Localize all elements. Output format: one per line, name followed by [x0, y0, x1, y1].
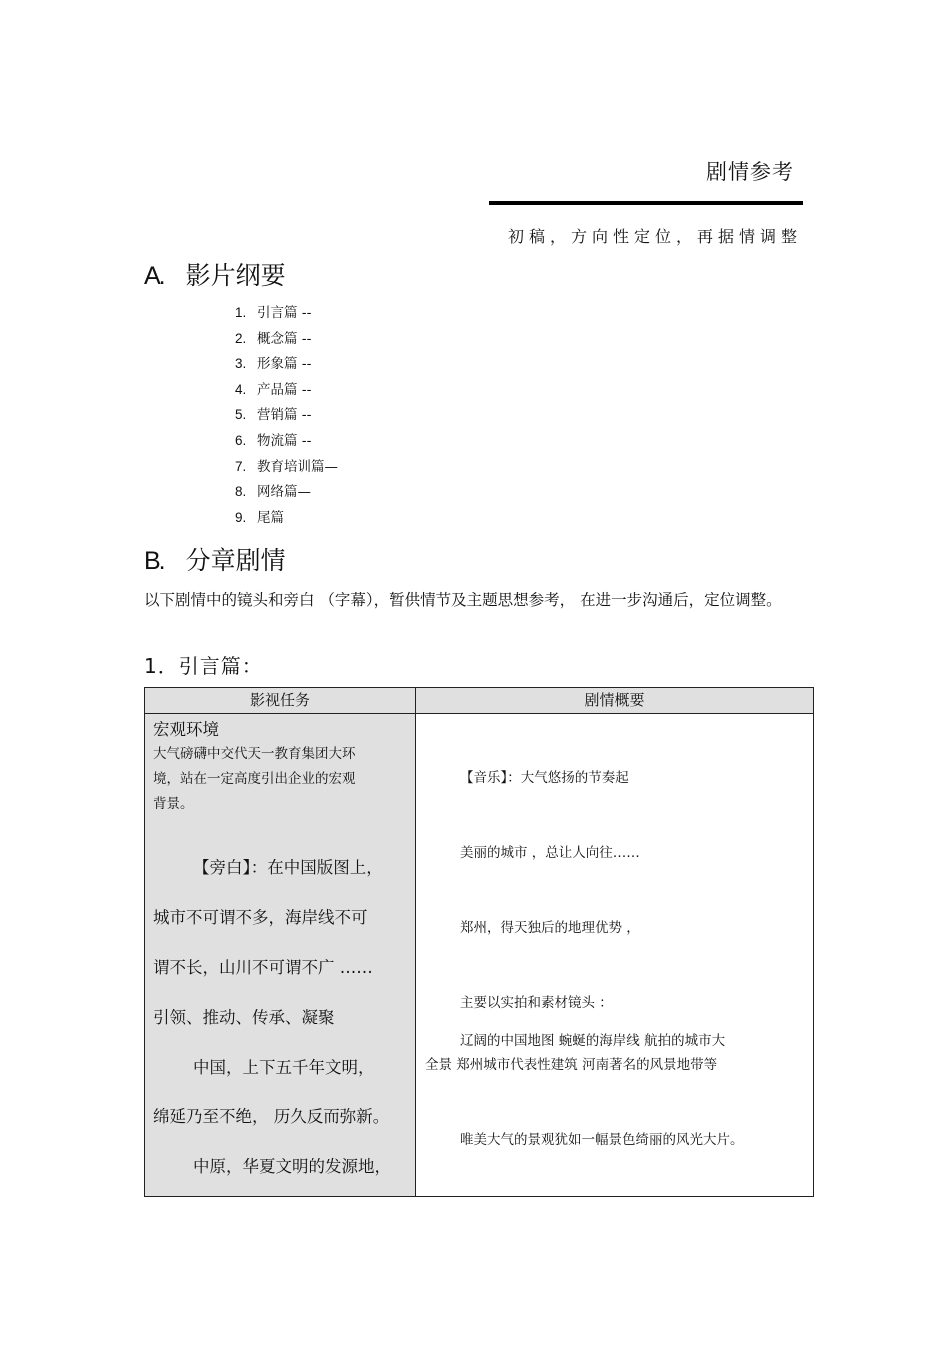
plot-line: 美丽的城市 ，总让人向往……	[460, 845, 640, 861]
header-rule	[489, 201, 803, 205]
list-item-label: 引言篇 --	[257, 305, 312, 321]
list-item-number: 3.	[235, 356, 247, 372]
narration-line: 【旁白】：在中国版图上，	[193, 858, 383, 877]
list-item-number: 7.	[235, 458, 247, 474]
page-title: 剧情参考	[706, 160, 794, 184]
list-item-number: 2.	[235, 330, 247, 346]
list-item-label: 物流篇 --	[257, 432, 312, 449]
list-item	[235, 505, 338, 531]
list-item	[235, 326, 338, 352]
list-item-label: 教育培训篇—	[257, 458, 338, 475]
shots-line: 辽阔的中国地图 蜿蜒的海岸线 航拍的城市大	[460, 1033, 726, 1049]
list-item	[235, 351, 338, 377]
page-subtitle: 初稿，方向性定位，再据情调整	[507, 227, 802, 246]
task-desc-line: 大气磅礴中交代天一教育集团大环	[153, 746, 356, 762]
section-b-letter: B.	[144, 547, 164, 575]
task-desc-line: 境，站在一定高度引出企业的宏观	[153, 771, 356, 787]
section-a-title: 影片纲要	[185, 261, 286, 290]
list-item	[235, 300, 338, 326]
chapter-1-table	[144, 687, 814, 1197]
section-a-heading	[144, 256, 286, 292]
list-item	[235, 402, 338, 428]
section-b-heading	[144, 541, 286, 577]
narration-line: 中原，华夏文明的发源地，	[193, 1157, 391, 1176]
section-b-title: 分章剧情	[185, 546, 286, 575]
list-item-label: 营销篇 --	[257, 407, 312, 424]
narration-line: 城市不可谓不多，海岸线不可	[153, 908, 368, 927]
shots-intro: 主要以实拍和素材镜头 ：	[460, 995, 613, 1011]
list-item-number: 9.	[235, 509, 247, 525]
narration-line: 中国，上下五千年文明，	[193, 1058, 375, 1077]
shots-line: 全景 郑州城市代表性建筑 河南著名的风景地带等	[425, 1057, 718, 1073]
column-header-task: 影视任务	[145, 688, 416, 714]
closing-line: 唯美大气的景观犹如一幅景色绮丽的风光大片。	[460, 1132, 744, 1148]
column-header-plot: 剧情概要	[416, 688, 813, 714]
section-a-letter: A.	[144, 262, 164, 290]
list-item	[235, 377, 338, 403]
list-item	[235, 428, 338, 454]
narration-line: 绵延乃至不绝， 历久反而弥新。	[153, 1107, 390, 1126]
list-item-number: 5.	[235, 407, 247, 423]
list-item-label: 概念篇 --	[257, 330, 312, 347]
section-b-intro: 以下剧情中的镜头和旁白 （字幕），暂供情节及主题思想参考， 在进一步沟通后，定位调整。	[144, 591, 782, 609]
list-item-number: 1.	[235, 305, 247, 320]
list-item-label: 产品篇 --	[257, 381, 312, 398]
plot-cell	[416, 714, 813, 1196]
task-desc-line: 背景。	[153, 796, 194, 812]
plot-line: 郑州，得天独后的地理优势 ，	[460, 920, 640, 936]
list-item-number: 4.	[235, 381, 247, 397]
list-item	[235, 454, 338, 480]
music-cue: 【音乐】：大气悠扬的节奏起	[460, 770, 629, 786]
list-item-number: 8.	[235, 484, 247, 500]
list-item-label: 网络篇—	[257, 484, 311, 501]
list-item-label: 形象篇 --	[257, 356, 312, 373]
list-item-label: 尾篇	[257, 509, 284, 526]
narration-line: 引领、推动、传承、凝聚	[153, 1008, 335, 1027]
task-heading: 宏观环境	[153, 720, 219, 739]
list-item-number: 6.	[235, 432, 247, 448]
chapter-1-heading: 1．引言篇：	[144, 654, 263, 678]
narration-line: 谓不长，山川不可谓不广 ……	[153, 958, 373, 977]
task-cell	[145, 714, 416, 1196]
list-item	[235, 479, 338, 505]
outline-list	[235, 300, 338, 530]
